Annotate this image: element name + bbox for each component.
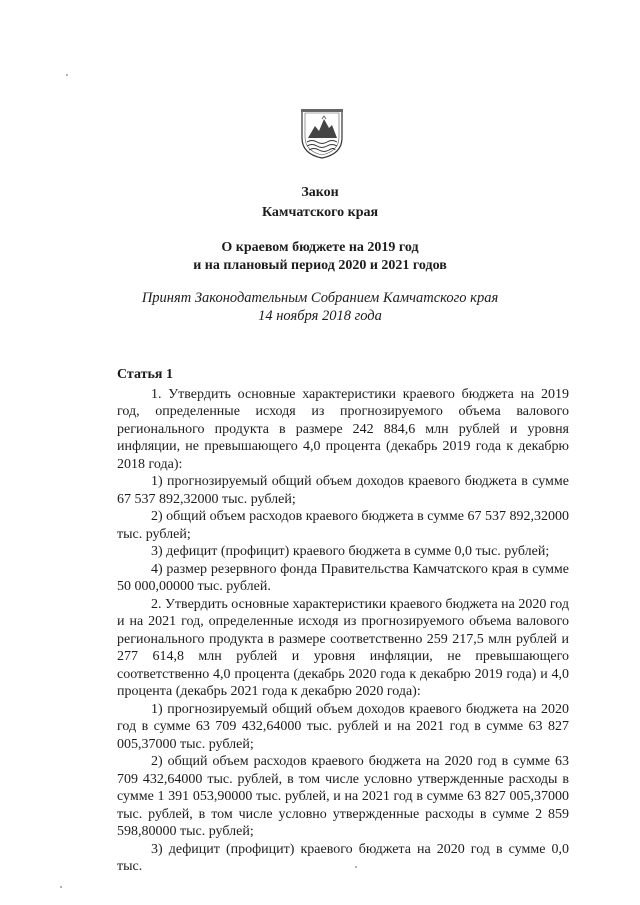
scan-speck [66,74,68,76]
scan-speck [60,886,62,888]
paragraph: 2. Утвердить основные характеристики краевого бюджета на 2020 год и на 2021 год, определенные исходя из прогнозируемого объема валового регионального продукта в размере соответственно 259 217,5 млн рублей и 277 614,8 млн рублей и уровня инфляции, не превышающего соответственно 4,0 процента (декабрь 2020 года к декабрю 2019 года) и 4,0 процента (декабрь 2021 года к декабрю 2020 года): [117,596,569,699]
adopted-date: 14 ноября 2018 года [258,308,382,324]
scan-speck [355,866,357,868]
article-title: Статья 1 [117,367,173,382]
article-body [117,366,569,876]
paragraph: 3) дефицит (профицит) краевого бюджета на 2020 год в сумме 0,0 тыс. [117,841,569,874]
paragraph: 2) общий объем расходов краевого бюджета на 2020 год в сумме 63 709 432,64000 тыс. рублей, в том числе условно утвержденные расходы в сумме 1 391 053,90000 тыс. рублей, и на 2021 год в сумме 63 827 005,37000 тыс. рублей, в том числе условно утвержденные расходы в сумме 2 859 598,80000 тыс. рублей; [117,754,569,839]
paragraph: 1) прогнозируемый общий объем доходов краевого бюджета в сумме 67 537 892,32000 тыс. рублей; [117,474,569,507]
paragraph: 2) общий объем расходов краевого бюджета в сумме 67 537 892,32000 тыс. рублей; [117,509,569,542]
adopted-by-line: Принят Законодательным Собранием Камчатского края [141,290,499,306]
coat-of-arms-icon [300,108,344,160]
paragraph: 4) размер резервного фонда Правительства Камчатского края в сумме 50 000,00000 тыс. рублей. [117,561,569,594]
paragraph: 1. Утвердить основные характеристики краевого бюджета на 2019 год, определенные исходя из прогнозируемого объема валового регионального продукта в размере 242 884,6 млн рублей и уровня инфляции, не превышающего 4,0 процента (декабрь 2019 года к декабрю 2018 года): [117,386,569,472]
law-title-line-2: и на плановый период 2020 и 2021 годов [193,258,447,273]
paragraph: 1) прогнозируемый общий объем доходов краевого бюджета на 2020 год в сумме 63 709 432,64000 тыс. рублей и на 2021 год в сумме 63 827 005,37000 тыс. рублей; [117,701,569,752]
paragraph: 3) дефицит (профицит) краевого бюджета в сумме 0,0 тыс. рублей; [151,544,550,559]
law-heading: Закон [301,185,339,200]
law-title-line-1: О краевом бюджете на 2019 год [221,240,419,255]
law-region: Камчатского края [261,205,379,220]
